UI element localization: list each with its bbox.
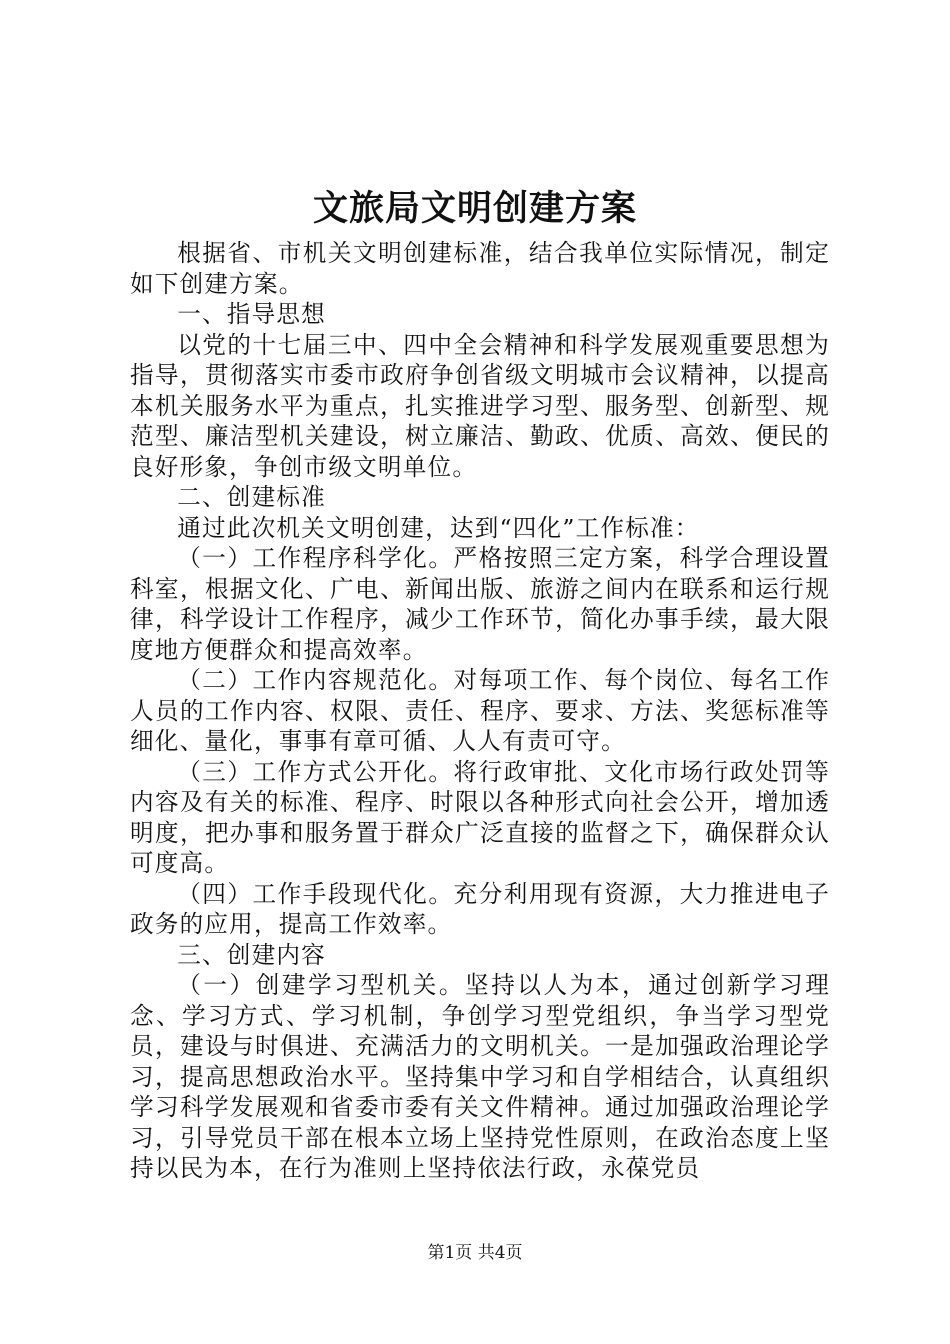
document-body — [130, 238, 830, 1184]
section-heading-content: 三、创建内容 — [177, 940, 326, 969]
document-title: 文旅局文明创建方案 — [312, 188, 637, 229]
page-footer: 第1页 共4页 — [427, 1243, 523, 1263]
standard-item-3: （三）工作方式公开化。将行政审批、文化市场行政处罚等内容及有关的标准、程序、时限以各种形式向社会公开，增加透明度，把办事和服务置于群众广泛直接的监督之下，确保群众认可度高。 — [130, 757, 830, 877]
standard-item-1: （一）工作程序科学化。严格按照三定方案，科学合理设置科室，根据文化、广电、新闻出版、旅游之间内在联系和运行规律，科学设计工作程序，减少工作环节，简化办事手续，最大限度地方便群众和提高效率。 — [130, 544, 830, 664]
standard-item-4: （四）工作手段现代化。充分利用现有资源，大力推进电子政务的应用，提高工作效率。 — [130, 879, 830, 938]
intro-paragraph: 根据省、市机关文明创建标准，结合我单位实际情况，制定如下创建方案。 — [130, 239, 830, 298]
section-heading-guiding-thought: 一、指导思想 — [177, 300, 326, 328]
content-item-1: （一）创建学习型机关。坚持以人为本，通过创新学习理念、学习方式、学习机制，争创学习型党组织，争当学习型党员，建设与时俱进、充满活力的文明机关。一是加强政治理论学习，提高思想政治水平。坚持集中学习和自学相结合，认真组织学习科学发展观和省委市委有关文件精神。通过加强政治理论学习，引导党员干部在根本立场上坚持党性原则，在政治态度上坚持以民为本，在行为准则上坚持依法行政，永葆党员 — [130, 971, 830, 1182]
section-heading-standards: 二、创建标准 — [177, 483, 326, 511]
standards-intro-paragraph: 通过此次机关文明创建，达到“四化”工作标准： — [177, 513, 700, 542]
guiding-thought-paragraph: 以党的十七届三中、四中全会精神和科学发展观重要思想为指导，贯彻落实市委市政府争创省级文明城市会议精神，以提高本机关服务水平为重点，扎实推进学习型、服务型、创新型、规范型、廉洁型机关建设，树立廉洁、勤政、优质、高效、便民的良好形象，争创市级文明单位。 — [130, 330, 830, 481]
standard-item-2: （二）工作内容规范化。对每项工作、每个岗位、每名工作人员的工作内容、权限、责任、程序、要求、方法、奖惩标准等细化、量化，事事有章可循、人人有责可守。 — [130, 666, 830, 755]
